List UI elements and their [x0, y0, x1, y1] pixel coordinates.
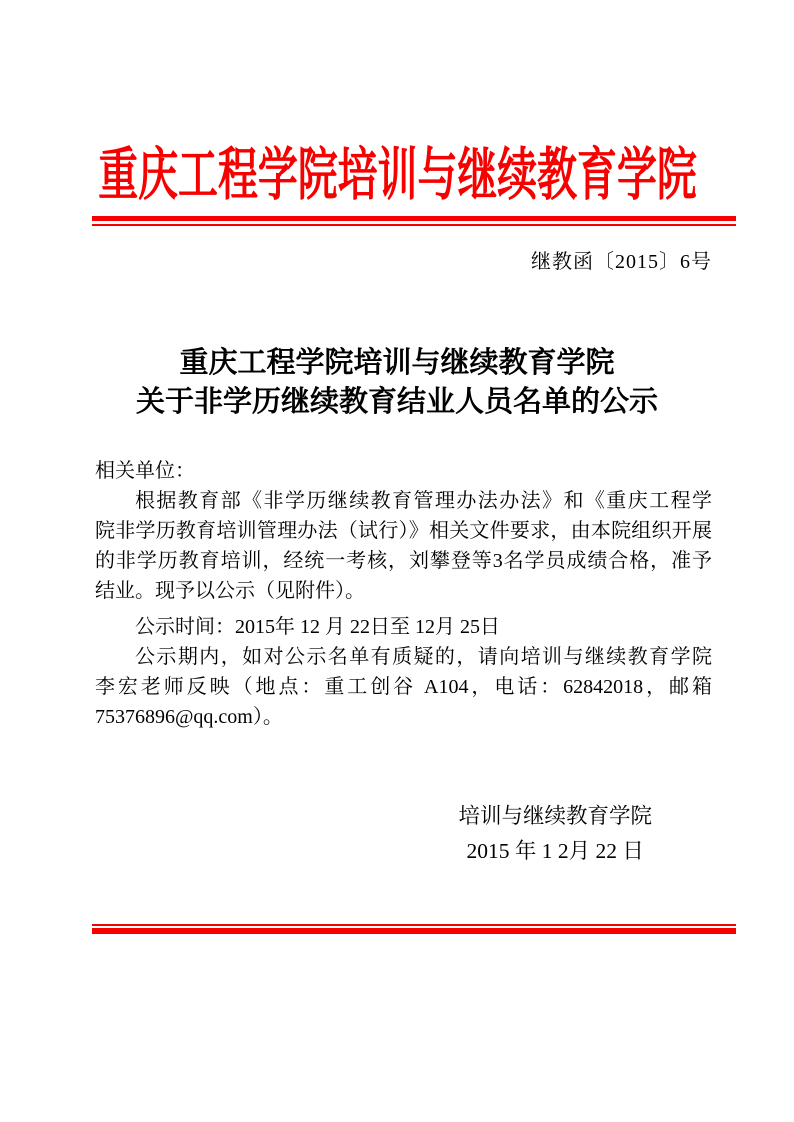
- document-title: [0, 344, 794, 422]
- body-text: [95, 456, 712, 732]
- paragraph-1-line-2: 院非学历教育培训管理办法（试行）》相关文件要求，由本院组织开展: [95, 520, 712, 542]
- paragraph-1-line-3: 的非学历教育培训，经统一考核，刘攀登等3名学员成绩合格，准予: [95, 550, 712, 572]
- salutation: 相关单位：: [95, 460, 195, 482]
- paragraph-1-line-4: 结业。现予以公示（见附件）。: [95, 580, 365, 602]
- paragraph-1-line-1: 根据教育部《非学历继续教育管理办法办法》和《重庆工程学: [135, 490, 712, 512]
- footer-divider: [92, 924, 736, 934]
- document-title-line1: 重庆工程学院培训与继续教育学院: [179, 347, 615, 379]
- paragraph-2-publicity-period: 公示时间：2015年 12 月 22日至 12月 25日: [135, 616, 500, 638]
- paragraph-3-line-3: 75376896@qq.com）。: [95, 706, 283, 728]
- paragraph-3-line-2: 李宏老师反映（地点：重工创谷 A104，电话：62842018，邮箱: [95, 676, 712, 698]
- paragraph-3-line-1: 公示期内，如对公示名单有质疑的，请向培训与继续教育学院: [135, 646, 712, 668]
- document-title-line2: 关于非学历继续教育结业人员名单的公示: [135, 386, 658, 418]
- divider-thick-line: [92, 928, 736, 934]
- signature-block: [458, 799, 652, 869]
- document-number: 继教函〔2015〕6号: [531, 251, 712, 273]
- letterhead-divider: [92, 216, 736, 226]
- signature-date: 2015 年 1 2月 22 日: [466, 839, 644, 863]
- letterhead: [0, 126, 794, 214]
- letterhead-title: 重庆工程学院培训与继续教育学院: [97, 144, 697, 207]
- divider-thin-line: [92, 224, 736, 226]
- signature-organization: 培训与继续教育学院: [458, 804, 652, 828]
